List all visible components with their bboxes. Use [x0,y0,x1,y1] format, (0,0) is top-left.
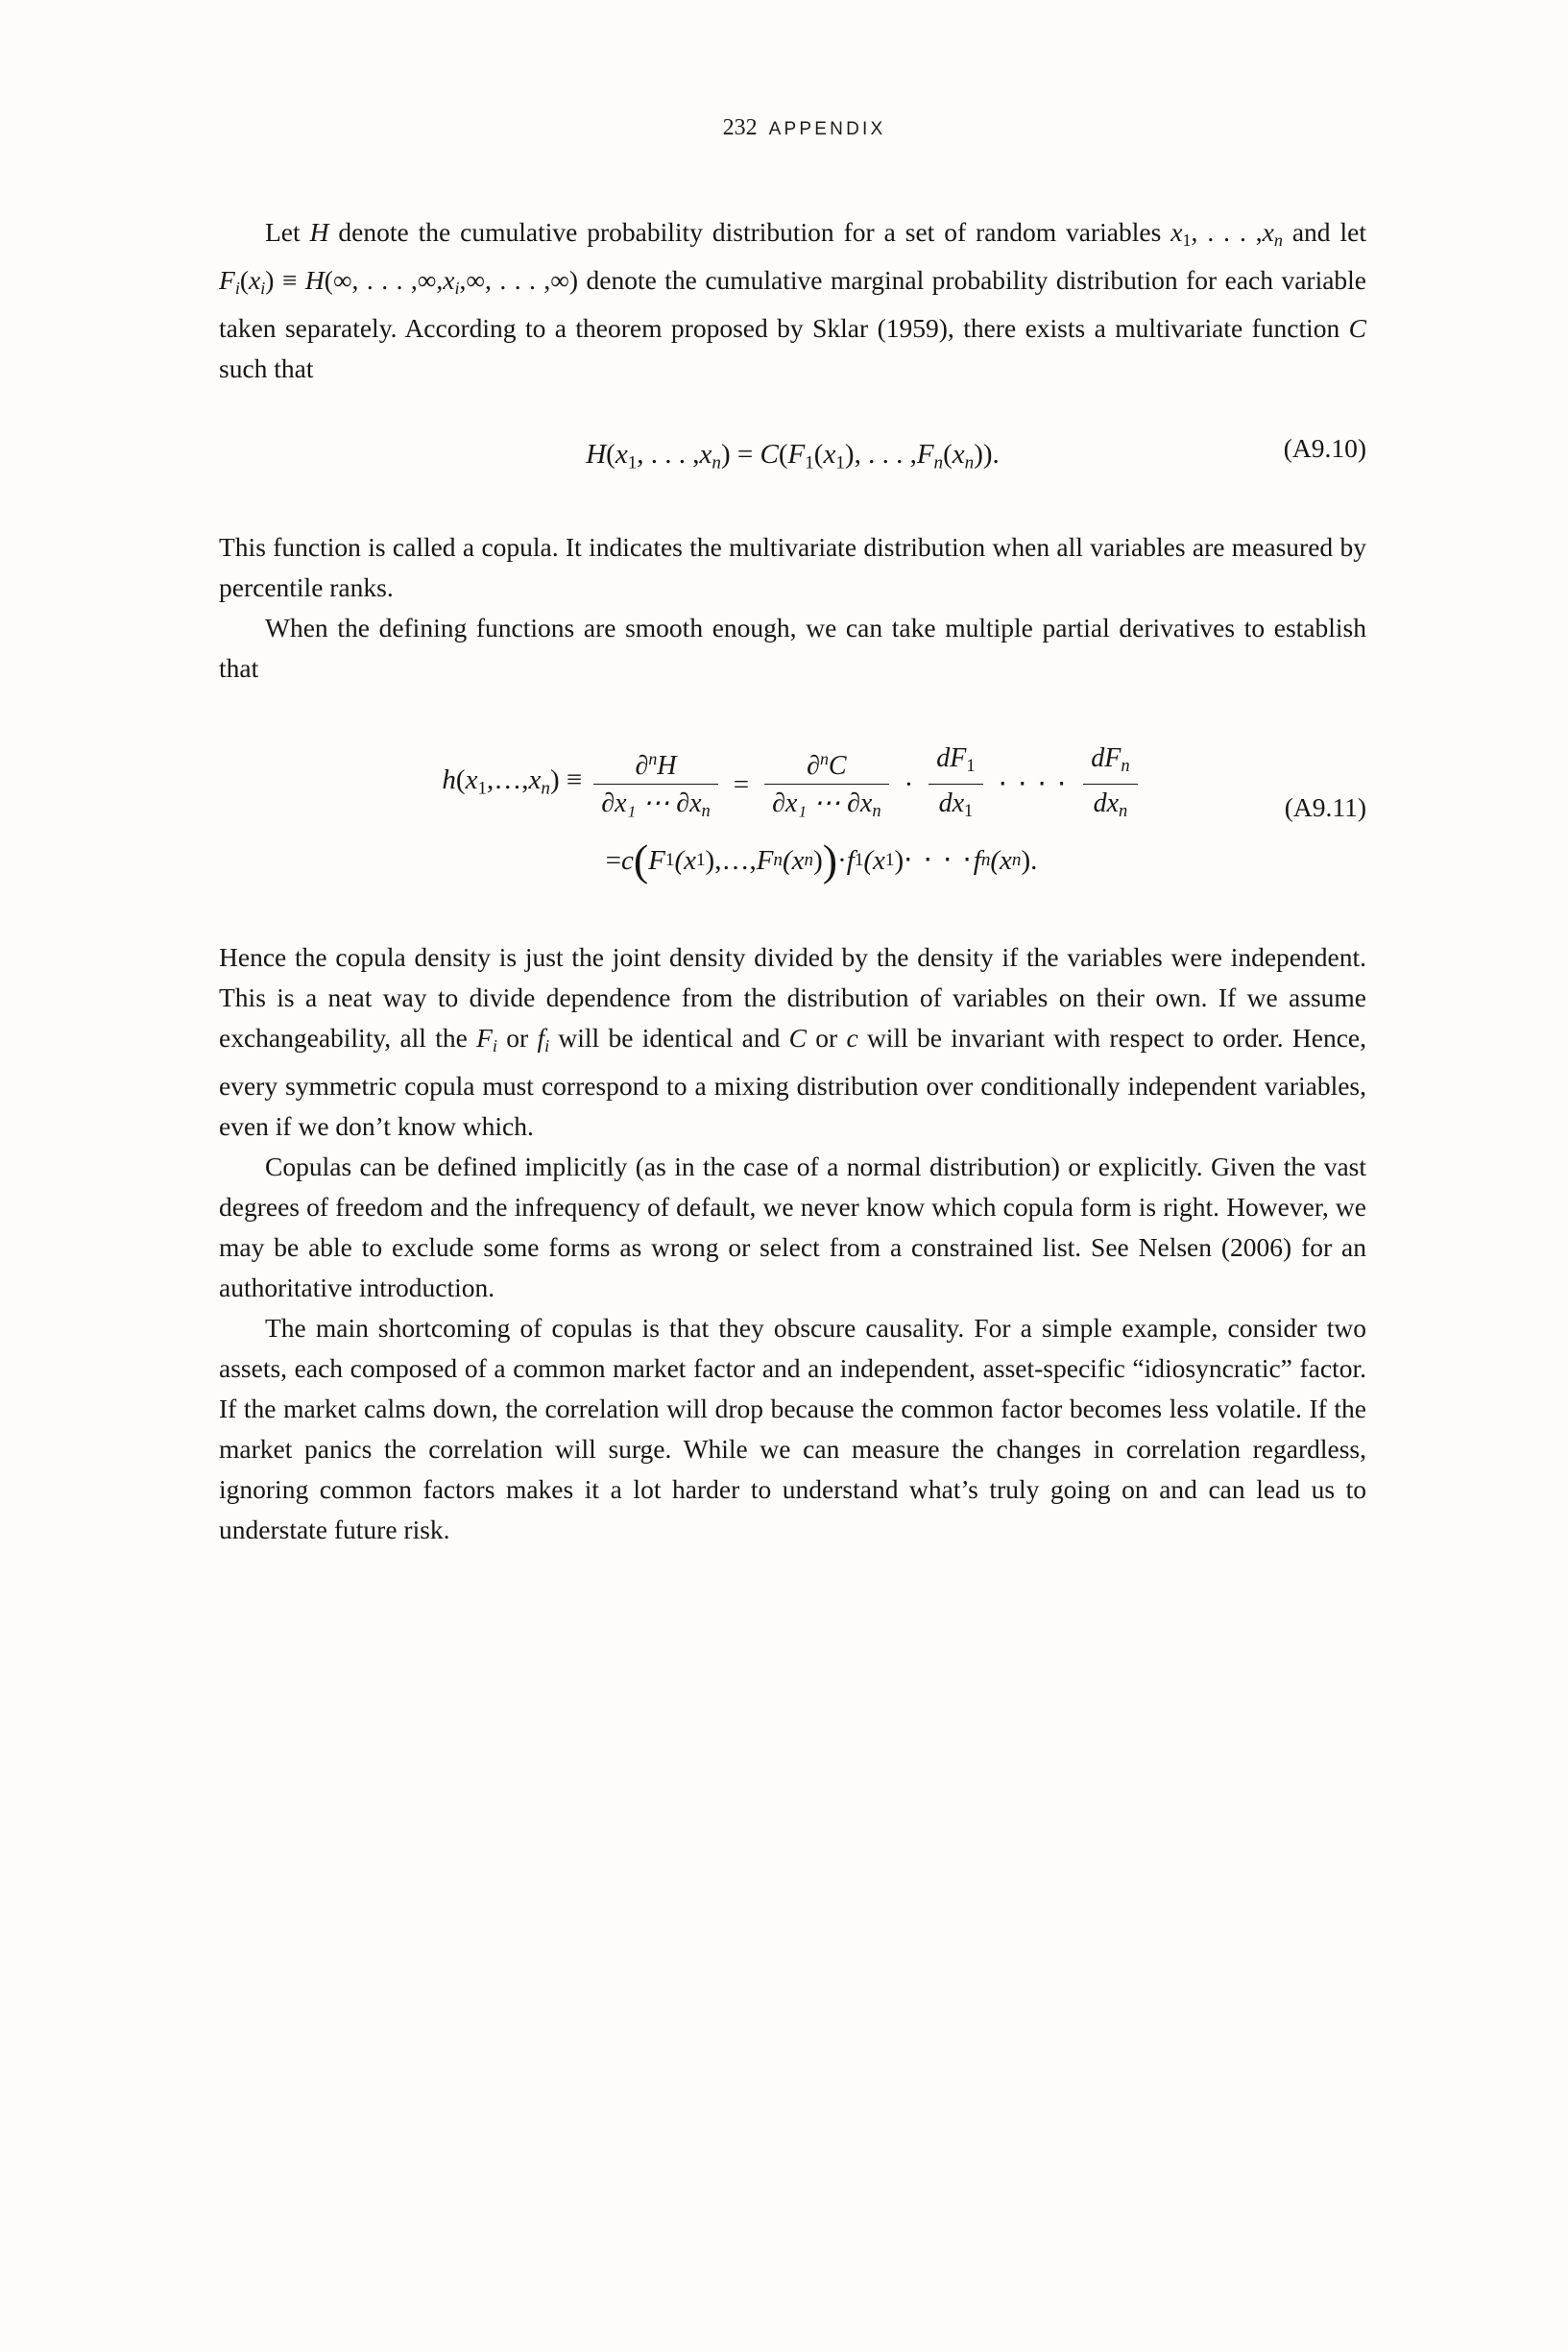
eq2-frac4-denominator [1083,784,1137,827]
p1-equiv: ≡ [274,265,305,296]
equation-a9-11-line-1 [219,742,1366,828]
eq2-frac2-den-text: ∂x₁ ⋯ ∂x [772,788,873,819]
eq2-line2-fnarg: (x [990,844,1012,876]
eq1-open: ( [606,439,615,471]
paragraph-2: This function is called a copula. It indicates the multivariate distribution when all variables are measured by percentile ranks. [219,531,1366,602]
eq2-line2-x1: (x [674,844,696,876]
eq2-frac1-numerator [593,742,718,785]
eq1-subn2: n [964,452,975,473]
p1-sub-1: 1 [1182,230,1192,251]
page-content [219,115,1366,1550]
eq1-Fsubn: n [933,452,944,473]
eq2-line2-fnargsub: n [1011,849,1022,870]
p1-text-e: such that [219,353,314,384]
eq2-line2-f1arg: (x [863,844,885,876]
eq2-line2-dot: · [837,844,847,876]
eq2-line2-f1sub: 1 [854,849,864,870]
p1-sub-i3: i [454,279,460,299]
p4-var-c: c [846,1022,858,1053]
p4-var-C: C [788,1022,807,1053]
p1-text-b: denote the cumulative probability distribution for a set of random variables [328,217,1171,247]
p1-var-H: H [309,217,329,247]
eq2-frac3-dF: dF [936,742,967,773]
p1-var-xn: x [1262,217,1274,247]
eq1-xn2: x [952,439,965,471]
page-number: 232 [722,115,758,140]
eq2-close: ) [549,764,560,796]
p1-dots: , . . . , [1191,217,1263,247]
p1-args-a: (∞, . . . ,∞, [324,265,444,296]
eq2-line2-xn: (x [782,844,805,876]
eq2-line2-Fnsub: n [773,849,783,870]
eq2-h: h [442,764,456,796]
p1-sub-n: n [1273,230,1283,251]
p4-text-c: will be invariant with respect to order. Hence, every symmetric copula must correspond to a mixing distribution over conditionally independent variables, even if we don’t know which. [219,1022,1366,1141]
equation-a9-11 [219,742,1366,885]
eq2-frac3-den-sub: 1 [964,801,974,821]
eq2-frac2-C: C [828,750,847,781]
eq1-open4: ( [943,439,953,471]
eq2-line2-x1close: ),…, [705,844,757,876]
eq1-open2: ( [778,439,788,471]
eq1-x2: x [823,439,836,471]
eq1-Fsub1: 1 [805,452,814,473]
eq2-line2-f1: f [846,844,855,876]
eq1-Fn: F [916,439,934,471]
eq2-frac1-H: H [657,750,677,781]
p4-text-b: will be identical and [549,1022,789,1053]
eq2-frac3-dx: dx [938,788,965,818]
eq2-fraction-4 [1083,742,1137,827]
eq2-frac1-partial: ∂ [635,750,649,781]
eq1-F: F [787,439,806,471]
p1-var-xi: x [249,265,261,296]
eq2-frac4-dF: dF [1091,742,1122,773]
eq2-frac2-numerator [764,742,889,785]
p1-text-a: Let [265,217,310,247]
equation-a9-10-number: (A9.10) [1283,433,1366,464]
eq2-frac2-denominator [764,784,889,827]
eq2-frac3-denominator [929,784,982,827]
eq2-xn: x [528,764,542,796]
eq2-line2-f1argclose: ) [894,844,905,876]
eq2-line2-ldots: ⋅ ⋅ ⋅ ⋅ [904,844,974,876]
eq1-C: C [760,439,779,471]
p4-text-a: Hence the copula density is just the joint density divided by the density if the variables were independent. This is a neat way to divide dependence from the distribution of variables on their own. If we assume exchangeability, all the [219,941,1366,1053]
equation-a9-11-number: (A9.11) [1284,791,1366,822]
eq2-line2-xnsub: n [804,849,814,870]
eq2-frac1-den-text: ∂x₁ ⋯ ∂x [601,788,702,819]
p1-paren-open: ( [239,265,250,296]
eq2-line2-fnsub: n [980,849,991,870]
eq2-frac4-dx: dx [1093,788,1119,818]
p1-var-xi2: x [443,265,455,296]
eq2-frac2-sup: n [819,748,829,768]
running-head-label: APPENDIX [768,119,886,139]
eq2-frac4-num-sub: n [1121,756,1130,775]
eq2-line2-F1sub: 1 [664,849,675,870]
paragraph-6: The main shortcoming of copulas is that they obscure causality. For a simple example, consider two assets, each composed of a common market factor and an independent, asset-specific “idiosyncratic” factor. If the market calms down, the correlation will drop because the common factor becomes less volatile. If the market panics the correlation will surge. While we can measure the changes in correlation regardless, ignoring common factors makes it a lot harder to understand what’s truly going on and can lead us to understate future risk. [219,1312,1366,1544]
eq2-line2-f1argsub: 1 [884,849,895,870]
eq2-equals: = [733,769,750,800]
paragraph-5: Copulas can be defined implicitly (as in the case of a normal distribution) or explicitly. Given the vast degrees of freedom and the infrequency of default, we never know which copula form is right. However, we may be able to exclude some forms as wrong or select from a constrained list. See Nelsen (2006) for an authoritative introduction. [219,1151,1366,1302]
eq2-equiv: ≡ [559,764,583,796]
equation-a9-10-body [219,433,1366,484]
eq1-open3: ( [813,439,824,471]
equation-a9-11-body [219,742,1366,885]
eq2-line2-x1sub: 1 [695,849,706,870]
paragraph-4 [219,937,1366,1147]
eq2-line2-fnargclose: ). [1021,844,1038,876]
eq2-line2-fn: f [973,844,981,876]
p1-text-d: denote the cumulative marginal probability distribution for each variable taken separately. According to a theorem proposed by Sklar (1959), there exists a multivariate function [219,265,1367,344]
eq1-close: ) [720,439,731,471]
p1-var-F: F [219,265,235,296]
eq2-frac2-den-sub: n [872,801,881,821]
eq2-fraction-3 [929,742,982,827]
eq2-open: ( [455,764,466,796]
eq1-x: x [615,439,628,471]
p1-var-H2: H [304,265,325,296]
p4-or-1: or [496,1022,538,1053]
eq1-H: H [586,439,607,471]
p4-sub-i: i [492,1035,497,1055]
eq2-dots: ,…, [487,764,529,796]
eq2-subn: n [541,778,550,799]
eq2-cdot: · [904,769,914,800]
eq2-frac3-num-sub: 1 [966,756,976,775]
p1-var-C: C [1348,313,1366,344]
eq2-line2-Fn: F [756,844,774,876]
eq1-dots: , . . . , [637,439,700,471]
p1-args-b: ,∞, . . . ,∞) [459,265,579,296]
eq2-sub1: 1 [477,778,488,799]
eq2-line2-xnclose: ) [813,844,823,876]
eq2-line2-equals: = [605,844,621,876]
eq2-lhs [442,759,582,810]
eq2-x: x [465,764,478,796]
p1-sub-i2: i [260,279,266,299]
eq2-frac4-numerator [1083,742,1137,784]
eq2-fraction-2 [764,742,889,828]
eq1-close2: )). [974,439,1000,471]
eq2-frac1-sup: n [648,748,658,768]
equation-a9-10 [219,433,1366,484]
p4-or-2: or [806,1022,847,1053]
eq2-frac1-den-sub: n [701,801,711,821]
eq1-sub1: 1 [627,452,638,473]
eq2-fraction-1 [593,742,718,828]
p4-sub-i2: i [544,1035,550,1055]
equation-a9-11-line-2: = c ( F 1 (x 1 ),…, F n (x n ) ) · f 1 (x 1 ) ⋅ ⋅ ⋅ ⋅ f n (x n ). [605,835,1038,885]
p4-var-F: F [476,1022,493,1053]
p4-var-f: f [537,1022,545,1053]
p1-text-c: and let [1282,217,1366,247]
running-head [219,115,1366,141]
eq2-line2-F1: F [648,844,665,876]
paragraph-3: When the defining functions are smooth enough, we can take multiple partial derivatives to establish that [219,612,1366,683]
eq1-close3: ) [844,439,855,471]
eq1-subn: n [712,452,721,473]
eq2-frac2-partial: ∂ [807,750,820,781]
eq1-dots2: , . . . , [854,439,917,471]
eq2-ldots: ⋅ ⋅ ⋅ ⋅ [998,769,1069,800]
eq1-equals: = [730,439,760,471]
p1-paren-close: ) [265,265,275,296]
paragraph-1 [219,212,1366,389]
eq2-frac1-denominator [593,784,718,827]
eq2-frac4-den-sub: n [1119,801,1128,821]
eq1-sub1b: 1 [835,452,845,473]
eq1-xn: x [699,439,712,471]
p1-var-x: x [1170,217,1183,247]
eq2-line2-c: c [620,844,634,876]
p1-sub-i: i [234,279,240,299]
eq2-frac3-numerator [929,742,982,784]
